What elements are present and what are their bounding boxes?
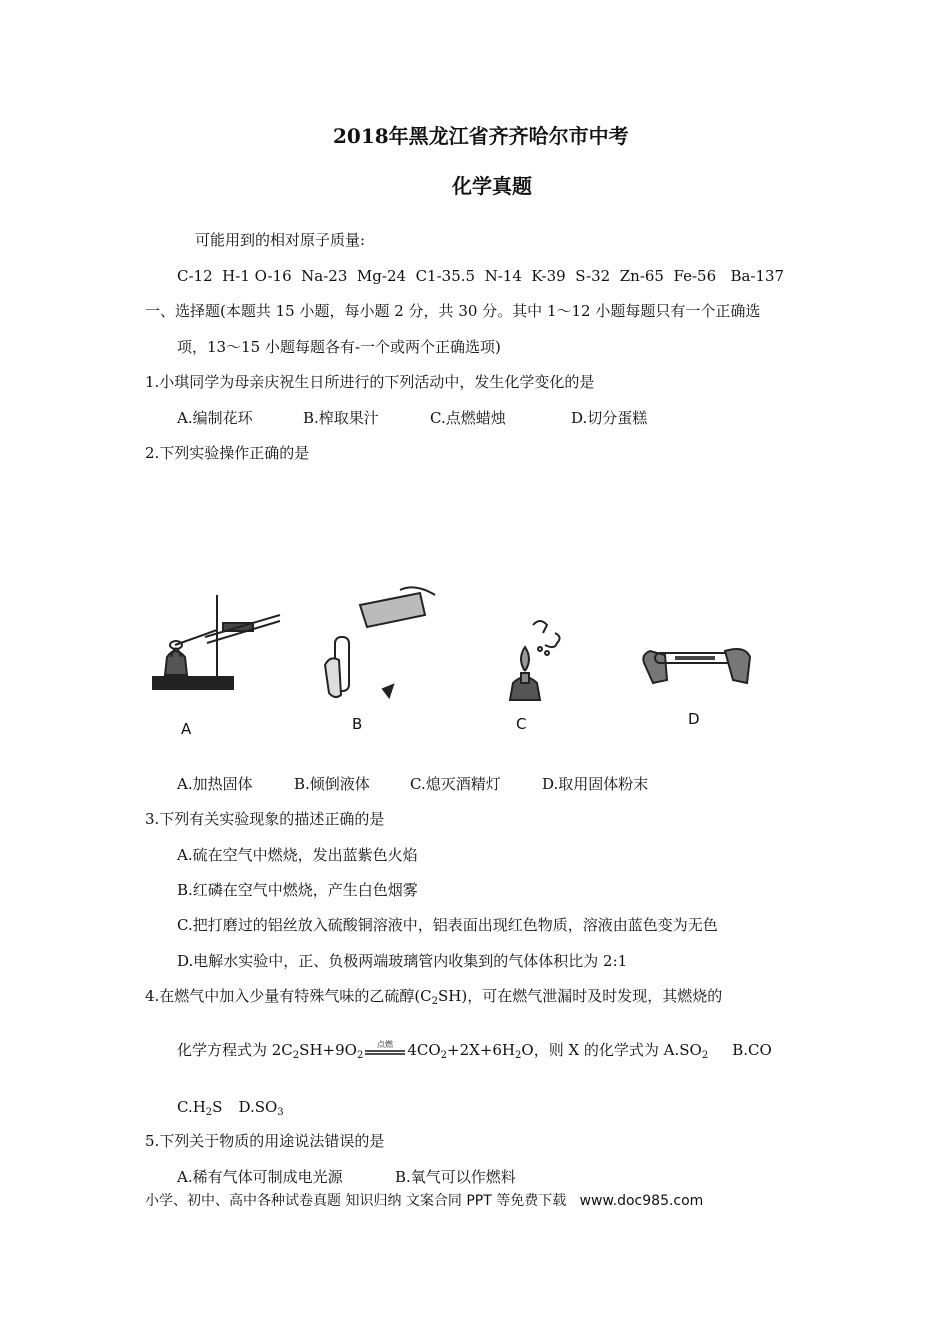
subscript: 2 (431, 996, 439, 1007)
atomic-mass-list: C-12 H-1 O-16 Na-23 Mg-24 C1-35.5 N-14 K-39 S-32 Zn-65 Fe-56 Ba-137 (177, 267, 785, 285)
lab-operations-figure (145, 585, 785, 745)
option-a: A.稀有气体可制成电光源 (177, 1168, 343, 1186)
question-1-options (177, 408, 647, 428)
reaction-condition (363, 1039, 407, 1059)
pouring-liquid-drawing (325, 587, 435, 697)
option-c: S (212, 1098, 223, 1116)
question-5-stem: 5.下列关于物质的用途说法错误的是 (145, 1132, 385, 1150)
section-heading-cont: 项，13～15 小题每题各有-一个或两个正确选项) (177, 338, 501, 356)
stem-text: SH)，可在燃气泄漏时及时发现，其燃烧的 (438, 987, 723, 1005)
option-d: D.SO (238, 1098, 278, 1116)
page-title: 2018年黑龙江省齐齐哈尔市中考 (333, 124, 629, 148)
test-tube-powder-drawing (643, 649, 750, 683)
question-2-stem: 2.下列实验操作正确的是 (145, 444, 310, 462)
question-3-option-b: B.红磷在空气中燃烧，产生白色烟雾 (177, 881, 418, 899)
subscript: 2 (356, 1050, 364, 1061)
question-3-stem: 3.下列有关实验现象的描述正确的是 (145, 810, 385, 828)
page-footer: 小学、初中、高中各种试卷真题 知识归纳 文案合同 PPT 等免费下载 www.doc985.com (145, 1193, 704, 1209)
option-b: B.CO (732, 1041, 772, 1059)
option-d: D.切分蛋糕 (571, 409, 648, 427)
question-4-options-cont (177, 1097, 284, 1117)
question-4-stem (145, 986, 722, 1006)
option-c: C.点燃蜡烛 (430, 409, 506, 427)
question-3-option-a: A.硫在空气中燃烧，发出蓝紫色火焰 (177, 846, 418, 864)
condition-text: 点燃 (377, 1040, 394, 1049)
figure-label-b: B (352, 715, 363, 733)
option-b: B.榨取果汁 (303, 409, 379, 427)
alcohol-lamp-drawing (510, 621, 560, 700)
option-c: C.熄灭酒精灯 (410, 775, 501, 793)
subscript: 3 (277, 1107, 284, 1118)
subscript: 2 (515, 1050, 522, 1061)
page-subtitle: 化学真题 (452, 174, 532, 198)
section-heading: 一、选择题(本题共 15 小题，每小题 2 分，共 30 分。其中 1～12 小题每题只有一个正确选 (145, 302, 761, 320)
option-d: D.取用固体粉末 (542, 775, 649, 793)
option-c: C.H (177, 1098, 206, 1116)
equation-text: +2X+6H (447, 1041, 516, 1059)
question-3-option-c: C.把打磨过的铝丝放入硫酸铜溶液中，铝表面出现红色物质，溶液由蓝色变为无色 (177, 916, 718, 934)
equation-text: O，则 X 的化学式为 A.SO (521, 1041, 702, 1059)
figure-label-a: A (181, 720, 192, 738)
subscript: 2 (205, 1107, 213, 1118)
question-5-options (177, 1167, 516, 1187)
question-4-equation (177, 1039, 772, 1060)
figure-label-d: D (688, 710, 700, 728)
figure-label-c: C (516, 715, 527, 733)
equation-text: SH+9O (299, 1041, 357, 1059)
stem-text: 4.在燃气中加入少量有特殊气味的乙硫醇(C (145, 987, 432, 1005)
subscript: 2 (440, 1050, 448, 1061)
equation-text: 4CO (407, 1041, 441, 1059)
iron-stand-drawing (153, 595, 280, 689)
option-a: A.加热固体 (177, 775, 253, 793)
subscript: 2 (701, 1050, 709, 1061)
question-3-option-d: D.电解水实验中，正、负极两端玻璃管内收集到的气体体积比为 2:1 (177, 952, 628, 970)
equation-text: 化学方程式为 2C (177, 1041, 293, 1059)
question-2-options (177, 774, 648, 794)
question-1-stem: 1.小琪同学为母亲庆祝生日所进行的下列活动中，发生化学变化的是 (145, 373, 595, 391)
option-a: A.编制花环 (177, 409, 253, 427)
ignite-arrow-icon (363, 1039, 407, 1059)
subscript: 2 (292, 1050, 300, 1061)
option-b: B.氧气可以作燃料 (395, 1168, 516, 1186)
option-b: B.倾倒液体 (294, 775, 370, 793)
atomic-mass-label: 可能用到的相对原子质量: (195, 231, 366, 249)
